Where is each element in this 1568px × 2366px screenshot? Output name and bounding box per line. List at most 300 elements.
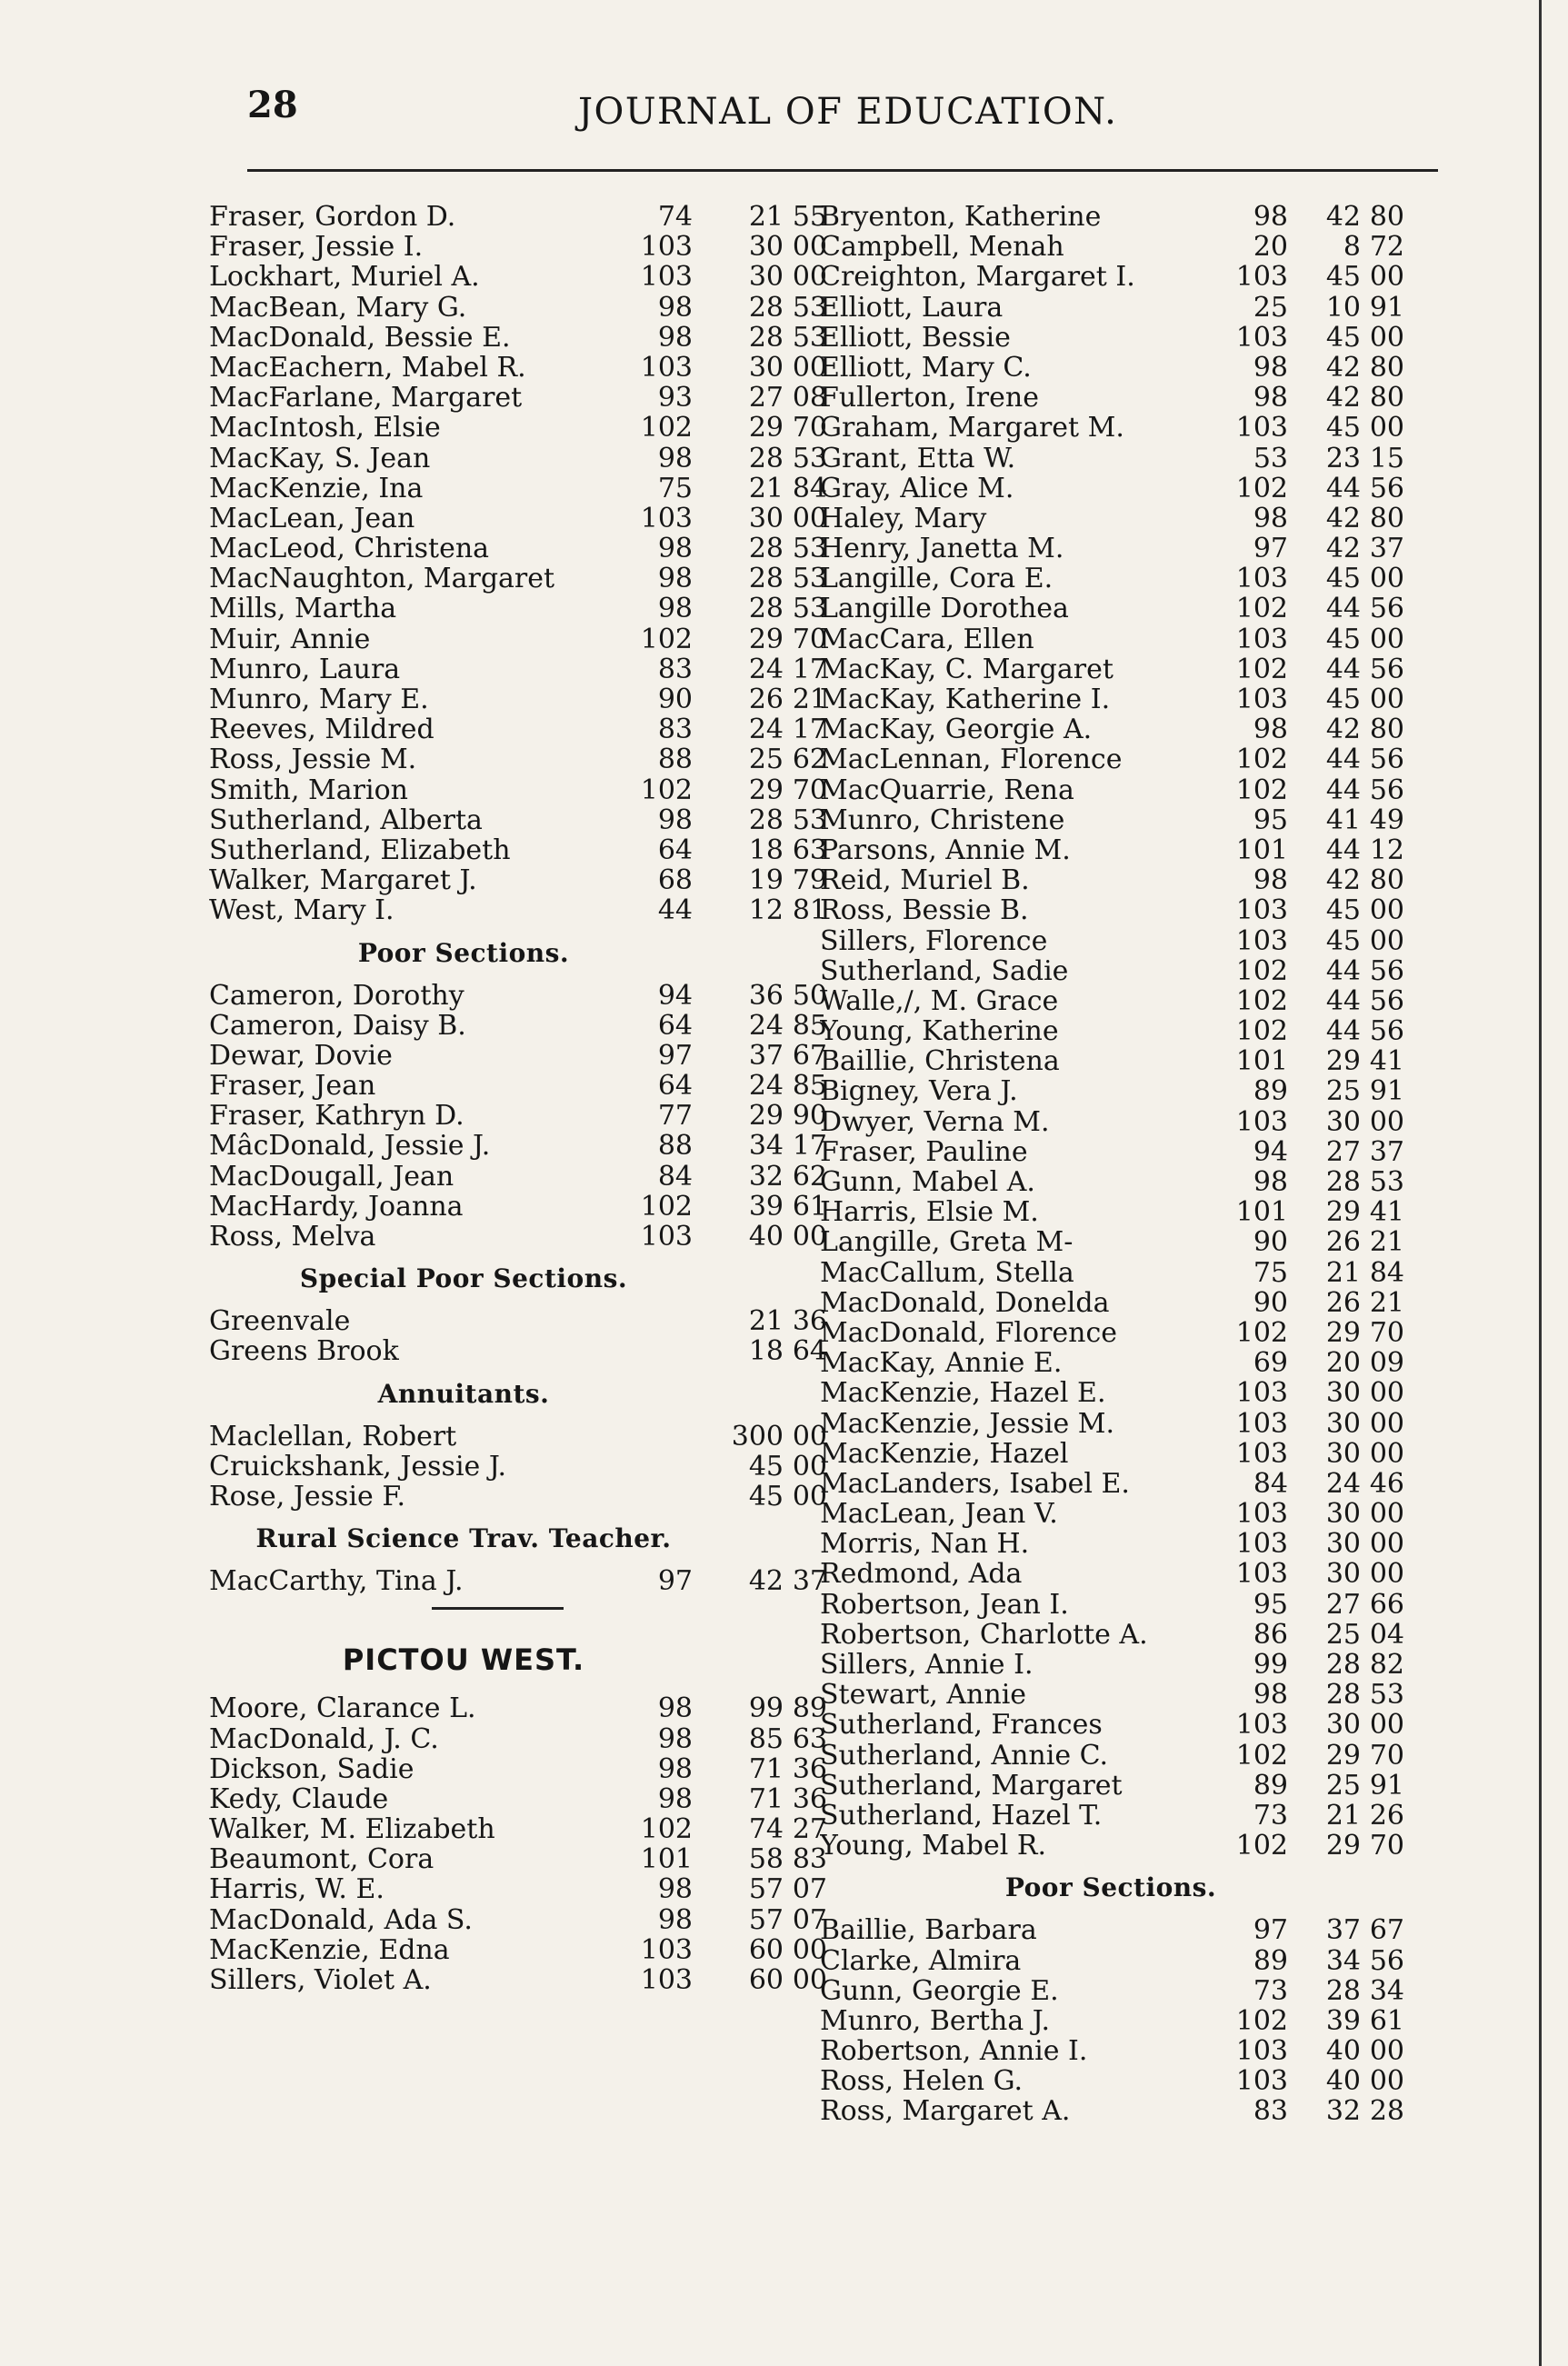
amount-dollars: 30 (1325, 1528, 1361, 1561)
amount-cents: 63 (792, 1722, 827, 1755)
table-row (209, 353, 827, 383)
teacher-name: Fraser, Kathryn D. (209, 1101, 464, 1132)
table-row (209, 474, 827, 504)
amount-cents: 70 (792, 774, 827, 806)
amount-cents: 89 (792, 1692, 827, 1725)
days-taught: 98 (1253, 502, 1288, 534)
days-taught: 103 (1235, 684, 1288, 715)
table-row (820, 1529, 1456, 1559)
amount-cents: 70 (792, 412, 827, 444)
days-taught: 89 (1253, 1944, 1288, 1977)
teacher-name: MacKenzie, Jessie M. (820, 1408, 1115, 1439)
table-row (209, 1784, 827, 1814)
teacher-name: MacNaughton, Margaret (209, 564, 555, 594)
teacher-name: MacCarthy, Tina J. (209, 1566, 464, 1597)
amount-dollars: 24 (748, 1009, 784, 1042)
table-row (820, 1227, 1456, 1257)
amount-cents: 00 (1369, 1407, 1404, 1440)
amount-dollars: 45 (1325, 321, 1361, 354)
days-taught: 73 (1253, 1974, 1288, 2007)
amount-dollars: 30 (1325, 1709, 1361, 1742)
amount-dollars: 29 (748, 623, 784, 655)
amount-cents: 00 (1369, 1558, 1404, 1591)
amount-dollars: 57 (748, 1873, 784, 1906)
table-row (209, 1041, 827, 1071)
amount-dollars: 26 (748, 684, 784, 715)
amount-dollars: 28 (748, 533, 784, 565)
table-row (820, 1650, 1456, 1680)
teacher-name: Baillie, Barbara (820, 1915, 1037, 1946)
days-taught: 88 (657, 1130, 693, 1163)
teacher-name: MacLean, Jean (209, 503, 415, 534)
table-row (209, 444, 827, 474)
amount-dollars: 28 (748, 291, 784, 324)
amount-dollars: 27 (1325, 1588, 1361, 1621)
teacher-name: MacBean, Mary G. (209, 292, 467, 323)
days-taught: 97 (1253, 1914, 1288, 1947)
table-row (209, 534, 827, 564)
table-row (209, 1222, 827, 1252)
amount-dollars: 18 (748, 1335, 784, 1368)
amount-cents: 00 (1369, 412, 1404, 444)
amount-cents: 56 (1369, 472, 1404, 504)
days-taught: 75 (1253, 1256, 1288, 1289)
table-row (209, 805, 827, 835)
days-taught: 98 (657, 291, 693, 324)
amount-cents: 00 (792, 1450, 827, 1482)
days-taught: 102 (640, 1813, 693, 1846)
teacher-name: Robertson, Annie I. (820, 2036, 1088, 2067)
amount-cents: 41 (1369, 1196, 1404, 1229)
days-taught: 102 (640, 412, 693, 444)
amount-dollars: 30 (1325, 1498, 1361, 1531)
table-row (820, 202, 1456, 232)
days-taught: 98 (657, 563, 693, 595)
amount-cents: 84 (792, 472, 827, 504)
amount-dollars: 44 (1325, 984, 1361, 1017)
table-row (820, 2036, 1456, 2066)
amount-cents: 61 (792, 1190, 827, 1223)
days-taught: 102 (1235, 984, 1288, 1017)
amount-dollars: 25 (748, 744, 784, 776)
amount-dollars: 37 (748, 1039, 784, 1072)
amount-cents: 90 (792, 1100, 827, 1133)
days-taught: 90 (1253, 1286, 1288, 1319)
table-row (820, 1409, 1456, 1439)
amount-cents: 91 (1369, 1769, 1404, 1802)
table-row (820, 564, 1456, 594)
amount-cents: 27 (792, 1813, 827, 1846)
days-taught: 102 (1235, 653, 1288, 685)
days-taught: 102 (1235, 593, 1288, 625)
amount-dollars: 28 (1325, 1974, 1361, 2007)
teacher-name: Mills, Martha (209, 594, 397, 624)
amount-dollars: 12 (748, 894, 784, 927)
right-poor-list (820, 1915, 1456, 2126)
amount-dollars: 44 (1325, 834, 1361, 866)
annuitants-heading: Annuitants. (377, 1378, 550, 1409)
page-title: JOURNAL OF EDUCATION. (578, 91, 1118, 133)
amount-dollars: 44 (1325, 774, 1361, 806)
amount-cents: 63 (792, 834, 827, 866)
days-taught: 101 (1235, 1045, 1288, 1078)
amount-dollars: 300 (731, 1420, 784, 1453)
teacher-name: Stewart, Annie (820, 1680, 1027, 1711)
table-row (820, 1976, 1456, 2006)
amount-dollars: 45 (1325, 623, 1361, 655)
days-taught: 103 (640, 231, 693, 264)
teacher-name: Reeves, Mildred (209, 714, 434, 745)
teacher-name: Henry, Janetta M. (820, 534, 1064, 564)
teacher-name: Parsons, Annie M. (820, 834, 1071, 866)
days-taught: 89 (1253, 1075, 1288, 1108)
table-row (820, 654, 1456, 684)
teacher-name: Ross, Margaret A. (820, 2096, 1071, 2127)
days-taught: 102 (1235, 1739, 1288, 1772)
days-taught: 103 (1235, 623, 1288, 655)
table-row (209, 1935, 827, 1965)
amount-cents: 00 (792, 1480, 827, 1512)
teacher-name: MacLanders, Isabel E. (820, 1468, 1130, 1500)
table-row (209, 1874, 827, 1904)
amount-dollars: 85 (748, 1722, 784, 1755)
table-row (820, 1946, 1456, 1976)
table-row (209, 1101, 827, 1131)
amount-cents: 81 (792, 894, 827, 927)
amount-cents: 00 (792, 261, 827, 294)
teacher-name: Walker, M. Elizabeth (209, 1814, 495, 1845)
amount-cents: 00 (1369, 924, 1404, 957)
amount-cents: 00 (792, 351, 827, 384)
amount-cents: 67 (792, 1039, 827, 1072)
left-main-list (209, 202, 827, 926)
table-row (820, 353, 1456, 383)
days-taught: 98 (657, 1873, 693, 1906)
left-poor-sections-heading: Poor Sections. (357, 937, 570, 968)
days-taught: 103 (1235, 412, 1288, 444)
amount-dollars: 30 (748, 502, 784, 534)
days-taught: 98 (1253, 714, 1288, 746)
teacher-name: Sutherland, Sadie (820, 955, 1069, 986)
table-row (209, 654, 827, 684)
amount-dollars: 21 (748, 1305, 784, 1338)
teacher-name: Rose, Jessie F. (209, 1481, 406, 1512)
amount-cents: 56 (1369, 984, 1404, 1017)
table-row (209, 624, 827, 654)
table-row (820, 1076, 1456, 1106)
days-taught: 103 (1235, 1437, 1288, 1470)
table-row (209, 1336, 827, 1366)
table-row (209, 744, 827, 774)
table-row (209, 1566, 827, 1596)
amount-dollars: 23 (1325, 442, 1361, 474)
amount-cents: 00 (1369, 1528, 1404, 1561)
amount-dollars: 27 (748, 382, 784, 414)
days-taught: 83 (657, 653, 693, 685)
amount-cents: 00 (792, 231, 827, 264)
teacher-name: Dewar, Dovie (209, 1040, 393, 1072)
teacher-name: MacDonald, Donelda (820, 1287, 1110, 1318)
teacher-name: Cruickshank, Jessie J. (209, 1451, 507, 1482)
teacher-name: Ross, Bessie B. (820, 895, 1029, 926)
amount-cents: 53 (1369, 1166, 1404, 1198)
amount-cents: 21 (792, 684, 827, 715)
teacher-name: MacHardy, Joanna (209, 1191, 464, 1223)
days-taught: 103 (640, 502, 693, 534)
amount-cents: 56 (1369, 593, 1404, 625)
amount-cents: 37 (792, 1565, 827, 1598)
teacher-name: Ross, Helen G. (820, 2066, 1024, 2097)
amount-dollars: 44 (1325, 744, 1361, 776)
teacher-name: Sutherland, Margaret (820, 1770, 1123, 1801)
teacher-name: Walle,/, M. Grace (820, 985, 1059, 1017)
amount-dollars: 42 (1325, 864, 1361, 897)
days-taught: 103 (640, 1221, 693, 1253)
amount-dollars: 45 (1325, 412, 1361, 444)
teacher-name: Fraser, Gordon D. (209, 202, 456, 233)
amount-cents: 53 (792, 533, 827, 565)
left-column (209, 202, 827, 1995)
amount-cents: 00 (1369, 1498, 1404, 1531)
days-taught: 98 (657, 1782, 693, 1815)
teacher-name: Smith, Marion (209, 774, 408, 805)
teacher-name: Morris, Nan H. (820, 1529, 1030, 1560)
table-row (820, 1046, 1456, 1076)
amount-cents: 34 (1369, 1974, 1404, 2007)
amount-cents: 12 (1369, 834, 1404, 866)
teacher-name: MacKenzie, Edna (209, 1934, 450, 1966)
teacher-name: Robertson, Charlotte A. (820, 1619, 1148, 1651)
amount-cents: 85 (792, 1009, 827, 1042)
amount-dollars: 45 (1325, 563, 1361, 595)
amount-cents: 00 (1369, 1105, 1404, 1138)
days-taught: 74 (657, 201, 693, 233)
table-row (820, 714, 1456, 744)
teacher-name: Haley, Mary (820, 503, 987, 534)
days-taught: 98 (657, 321, 693, 354)
amount-cents: 80 (1369, 201, 1404, 233)
table-row (209, 865, 827, 895)
teacher-name: Ross, Melva (209, 1222, 376, 1253)
teacher-name: MacDougall, Jean (209, 1161, 454, 1192)
amount-cents: 08 (792, 382, 827, 414)
table-row (820, 594, 1456, 624)
days-taught: 98 (657, 1903, 693, 1936)
table-row (209, 1422, 827, 1452)
amount-dollars: 28 (1325, 1679, 1361, 1712)
table-row (209, 1306, 827, 1336)
days-taught: 97 (657, 1039, 693, 1072)
amount-dollars: 30 (1325, 1377, 1361, 1410)
rural-science-list (209, 1566, 827, 1596)
table-row (820, 926, 1456, 956)
amount-cents: 41 (1369, 1045, 1404, 1078)
days-taught: 53 (1253, 442, 1288, 474)
days-taught: 103 (1235, 924, 1288, 957)
amount-cents: 00 (1369, 321, 1404, 354)
teacher-name: Dwyer, Verna M. (820, 1106, 1050, 1137)
table-row (209, 775, 827, 805)
table-row (820, 1831, 1456, 1861)
amount-cents: 00 (792, 1420, 827, 1453)
amount-cents: 70 (792, 623, 827, 655)
amount-cents: 17 (792, 1130, 827, 1163)
days-taught: 90 (657, 684, 693, 715)
table-row (209, 1693, 827, 1723)
amount-dollars: 29 (748, 774, 784, 806)
table-row (820, 1288, 1456, 1318)
table-row (820, 865, 1456, 895)
days-taught: 84 (1253, 1467, 1288, 1500)
table-row (820, 775, 1456, 805)
table-row (209, 835, 827, 865)
pictou-west-list (209, 1693, 827, 1995)
teacher-name: Grant, Etta W. (820, 443, 1016, 474)
pictou-west-heading: PICTOU WEST. (342, 1642, 585, 1678)
amount-dollars: 39 (748, 1190, 784, 1223)
amount-cents: 50 (792, 979, 827, 1012)
amount-dollars: 45 (748, 1480, 784, 1512)
amount-dollars: 26 (1325, 1226, 1361, 1259)
amount-cents: 64 (792, 1335, 827, 1368)
amount-cents: 80 (1369, 382, 1404, 414)
teacher-name: MâcDonald, Jessie J. (209, 1131, 491, 1162)
amount-dollars: 24 (748, 653, 784, 685)
header-rule (247, 169, 1438, 172)
amount-cents: 15 (1369, 442, 1404, 474)
table-row (209, 383, 827, 413)
teacher-name: Elliott, Mary C. (820, 352, 1032, 384)
amount-cents: 53 (792, 321, 827, 354)
teacher-name: MacDonald, Ada S. (209, 1904, 473, 1935)
days-taught: 84 (657, 1160, 693, 1193)
table-row (820, 534, 1456, 564)
amount-cents: 55 (792, 201, 827, 233)
table-row (820, 1197, 1456, 1227)
amount-cents: 36 (792, 1782, 827, 1815)
days-taught: 89 (1253, 1769, 1288, 1802)
days-taught: 103 (1235, 1377, 1288, 1410)
teacher-name: Langille, Greta M- (820, 1227, 1074, 1258)
days-taught: 83 (1253, 2095, 1288, 2128)
teacher-name: Sillers, Annie I. (820, 1650, 1034, 1681)
days-taught: 98 (1253, 1166, 1288, 1198)
days-taught: 88 (657, 744, 693, 776)
days-taught: 103 (1235, 1105, 1288, 1138)
amount-cents: 00 (1369, 894, 1404, 927)
amount-dollars: 57 (748, 1903, 784, 1936)
table-row (820, 835, 1456, 865)
teacher-name: Fraser, Pauline (820, 1136, 1028, 1168)
amount-dollars: 42 (748, 1565, 784, 1598)
teacher-name: MacKenzie, Hazel E. (820, 1378, 1106, 1409)
amount-dollars: 21 (1325, 1256, 1361, 1289)
amount-dollars: 28 (748, 593, 784, 625)
amount-cents: 80 (1369, 351, 1404, 384)
days-taught: 98 (1253, 864, 1288, 897)
annuitants-list (209, 1422, 827, 1512)
teacher-name: Harris, Elsie M. (820, 1197, 1039, 1228)
teacher-name: Munro, Bertha J. (820, 2005, 1051, 2037)
amount-dollars: 29 (1325, 1196, 1361, 1229)
days-taught: 103 (640, 1933, 693, 1966)
table-row (820, 895, 1456, 925)
teacher-name: MacDonald, Bessie E. (209, 322, 511, 353)
teacher-name: Kedy, Claude (209, 1783, 389, 1815)
days-taught: 103 (640, 1964, 693, 1996)
teacher-name: MacLean, Jean V. (820, 1499, 1058, 1530)
table-row (820, 444, 1456, 474)
amount-cents: 53 (792, 563, 827, 595)
amount-cents: 36 (792, 1305, 827, 1338)
amount-dollars: 28 (748, 442, 784, 474)
amount-cents: 70 (1369, 1316, 1404, 1349)
teacher-name: Harris, W. E. (209, 1874, 385, 1905)
days-taught: 98 (657, 1692, 693, 1725)
amount-cents: 53 (792, 804, 827, 836)
table-row (820, 323, 1456, 353)
amount-cents: 00 (1369, 2035, 1404, 2068)
table-row (209, 1131, 827, 1161)
table-row (820, 1378, 1456, 1408)
table-row (820, 986, 1456, 1016)
amount-dollars: 41 (1325, 804, 1361, 836)
amount-cents: 17 (792, 653, 827, 685)
amount-cents: 80 (1369, 502, 1404, 534)
teacher-name: Young, Mabel R. (820, 1831, 1046, 1862)
amount-cents: 56 (1369, 954, 1404, 987)
teacher-name: Gunn, Mabel A. (820, 1167, 1035, 1198)
days-taught: 94 (1253, 1135, 1288, 1168)
table-row (820, 1499, 1456, 1529)
amount-cents: 62 (792, 1160, 827, 1193)
table-row (820, 262, 1456, 292)
amount-cents: 53 (792, 291, 827, 324)
amount-cents: 09 (1369, 1347, 1404, 1380)
amount-dollars: 19 (748, 864, 784, 897)
page-edge (1539, 0, 1542, 2366)
amount-cents: 17 (792, 714, 827, 746)
amount-cents: 07 (792, 1903, 827, 1936)
amount-cents: 37 (1369, 533, 1404, 565)
table-row (820, 1348, 1456, 1378)
teacher-name: Sutherland, Annie C. (820, 1740, 1109, 1771)
special-poor-list (209, 1306, 827, 1366)
days-taught: 102 (1235, 744, 1288, 776)
amount-cents: 53 (792, 593, 827, 625)
amount-dollars: 21 (748, 472, 784, 504)
table-row (820, 684, 1456, 714)
table-row (209, 1011, 827, 1041)
teacher-name: Walker, Margaret J. (209, 865, 477, 896)
table-row (209, 1844, 827, 1874)
amount-cents: 00 (792, 502, 827, 534)
left-poor-list (209, 981, 827, 1253)
days-taught: 102 (640, 774, 693, 806)
amount-dollars: 21 (748, 201, 784, 233)
teacher-name: MacKenzie, Hazel (820, 1438, 1069, 1469)
amount-cents: 00 (1369, 2065, 1404, 2098)
amount-dollars: 58 (748, 1843, 784, 1876)
amount-dollars: 28 (748, 804, 784, 836)
days-taught: 64 (657, 1070, 693, 1103)
teacher-name: Muir, Annie (209, 624, 371, 654)
table-row (820, 504, 1456, 534)
amount-dollars: 30 (1325, 1105, 1361, 1138)
days-taught: 102 (1235, 1830, 1288, 1862)
amount-dollars: 28 (748, 563, 784, 595)
table-row (209, 202, 827, 232)
